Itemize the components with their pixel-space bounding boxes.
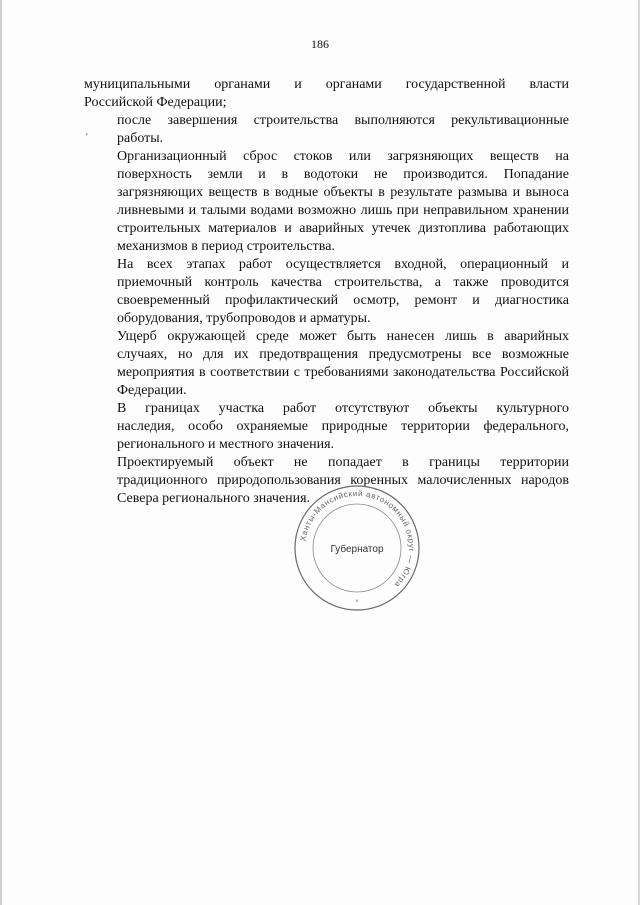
text-line: мероприятия в соответствии с требованиями законодательства Российской — [117, 365, 569, 380]
text-line: загрязняющих веществ в водные объекты в результате размыва и выноса — [117, 185, 569, 200]
text-line: Проектируемый объект не попадает в границы территории — [117, 455, 569, 470]
text-line: На всех этапах работ осуществляется входной, операционный и — [117, 257, 569, 272]
paragraph — [84, 112, 569, 148]
document-body — [84, 76, 569, 508]
text-line: наследия, особо охраняемые природные территории федерального, — [117, 419, 569, 434]
stamp-ring-text: Ханты-Мансийский автономный округ — Югра — [298, 488, 417, 590]
paragraph — [84, 400, 569, 454]
paragraph — [84, 148, 569, 256]
stamp-center-text: Губернатор — [330, 544, 384, 555]
text-line: после завершения строительства выполняются рекультивационные — [117, 113, 569, 128]
stamp-star-icon: × — [355, 599, 359, 605]
text-line: случаях, но для их предотвращения предусмотрены все возможные — [117, 347, 569, 362]
text-line: поверхность земли и в водотоки не производится. Попадание — [117, 167, 569, 182]
text-line: своевременный профилактический осмотр, ремонт и диагностика — [117, 293, 569, 308]
text-line: работы. — [117, 131, 164, 146]
text-line: В границах участка работ отсутствуют объекты культурного — [117, 401, 569, 416]
margin-mark: ' — [86, 132, 88, 143]
text-line: муниципальными органами и органами государственной власти — [84, 77, 569, 92]
paragraph — [84, 76, 569, 112]
paragraph — [84, 328, 569, 400]
text-line: механизмов в период строительства. — [117, 239, 335, 254]
text-line: строительных материалов и аварийных утечек дизтоплива работающих — [117, 221, 569, 236]
text-line: регионального и местного значения. — [117, 437, 335, 452]
paragraph — [84, 256, 569, 328]
text-line: Организационный сброс стоков или загрязняющих веществ на — [117, 149, 569, 164]
governor-stamp — [292, 483, 422, 613]
stamp-seal — [292, 483, 422, 613]
text-line: традиционного природопользования коренных малочисленных народов — [117, 473, 569, 488]
text-line: ливневыми и талыми водами возможно лишь при неправильном хранении — [117, 203, 569, 218]
page-left-edge — [0, 0, 2, 905]
text-line: оборудования, трубопроводов и арматуры. — [117, 311, 371, 326]
text-line: Федерации. — [117, 383, 187, 398]
text-line: Ущерб окружающей среде может быть нанесен лишь в аварийных — [117, 329, 569, 344]
text-line: приемочный контроль качества строительства, а также проводится — [117, 275, 569, 290]
text-line: Севера регионального значения. — [117, 491, 311, 506]
text-line: Российской Федерации; — [84, 95, 227, 110]
page-number: 186 — [311, 37, 329, 51]
